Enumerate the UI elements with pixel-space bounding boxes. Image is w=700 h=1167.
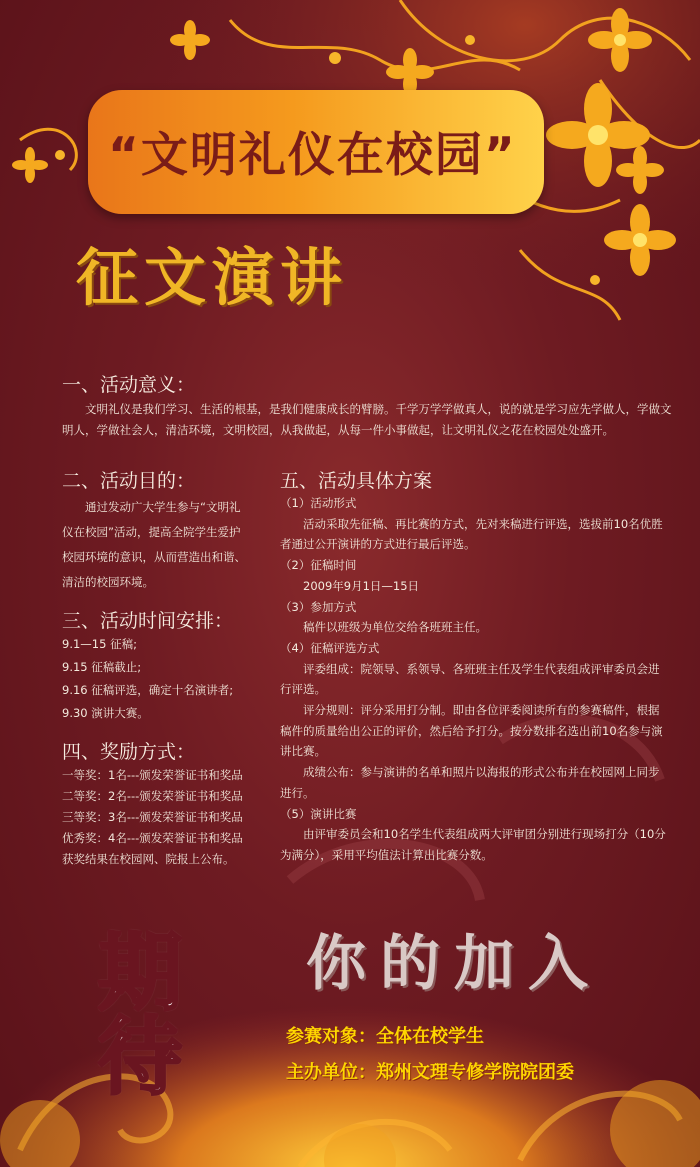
section1-body — [62, 399, 672, 441]
section5-line: （5）演讲比赛 — [280, 806, 357, 821]
section1-heading: 一、活动意义： — [62, 374, 196, 396]
page-title: “文明礼仪在校园” — [108, 128, 517, 183]
section5-line: （2）征稿时间 — [280, 558, 357, 573]
section3-line: 9.30 演讲大赛。 — [62, 706, 149, 720]
section5-line: 讲比赛。 — [280, 744, 326, 759]
section5-line: （4）征稿评选方式 — [280, 640, 380, 655]
section1-line: 明人，学做社会人，清洁环境，文明校园，从我做起，从每一件小事做起，让文明礼仪之花在校园处处盛开。 — [62, 423, 614, 437]
section4-line: 优秀奖：4名---颁发荣誉证书和奖品 — [62, 831, 243, 845]
section5-line: 为满分），采用平均值法计算出比赛分数。 — [280, 847, 493, 862]
section5-line: 者通过公开演讲的方式进行最后评选。 — [280, 537, 476, 552]
section5-line: 由评审委员会和10名学生代表组成两大评审团分别进行现场打分（10分 — [303, 827, 666, 842]
big-char-qi: 期 — [98, 924, 183, 1022]
section3-line: 9.1—15 征稿; — [62, 637, 137, 651]
section5-line: 评分规则：评分采用打分制。即由各位评委阅读所有的参赛稿件，根据 — [303, 703, 660, 718]
section4-heading: 四、奖励方式： — [62, 741, 196, 763]
section5-line: 2009年9月1日—15日 — [303, 578, 420, 593]
section3-line: 9.15 征稿截止; — [62, 660, 142, 674]
section2-body — [62, 495, 246, 595]
section2-heading: 二、活动目的： — [62, 470, 196, 492]
section5-line: 进行。 — [280, 785, 315, 800]
organizer-line: 主办单位：郑州文理专修学院院团委 — [286, 1062, 574, 1083]
section5-line: （3）参加方式 — [280, 599, 357, 614]
section5-line: 稿件以班级为单位交给各班班主任。 — [303, 620, 487, 635]
join-slogan: 你的加入 — [306, 929, 602, 999]
section5-heading: 五、活动具体方案 — [280, 470, 433, 492]
page-subtitle: 征文演讲 — [76, 241, 349, 314]
section3-line: 9.16 征稿评选，确定十名演讲者; — [62, 683, 234, 697]
section3-body — [62, 633, 233, 725]
big-char-dai: 待 — [98, 1008, 183, 1106]
section2-line: 校园环境的意识，从而营造出和谐、 — [62, 550, 246, 564]
participants-line: 参赛对象：全体在校学生 — [286, 1026, 484, 1047]
section1-line: 文明礼仪是我们学习、生活的根基，是我们健康成长的臂膀。千学万学学做真人，说的就是学习应先学做人，学做文 — [85, 402, 672, 416]
section4-body — [62, 765, 243, 870]
section4-line: 三等奖：3名---颁发荣誉证书和奖品 — [62, 810, 243, 824]
section5-line: 稿件的质量给出公正的评价，然后给予打分。按分数排名选出前10名参与演 — [280, 723, 663, 738]
section2-line: 通过发动广大学生参与“文明礼 — [85, 500, 241, 514]
section5-line: 成绩公布：参与演讲的名单和照片以海报的形式公布并在校园网上同步 — [303, 765, 660, 780]
section2-line: 仪在校园”活动，提高全院学生爱护 — [62, 525, 241, 539]
section5-line: 行评选。 — [280, 682, 326, 697]
section5-line: 评委组成：院领导、系领导、各班班主任及学生代表组成评审委员会进 — [303, 661, 660, 676]
section4-line: 二等奖：2名---颁发荣誉证书和奖品 — [62, 789, 243, 803]
section4-line: 一等奖：1名---颁发荣誉证书和奖品 — [62, 768, 243, 782]
section5-line: （1）活动形式 — [280, 496, 357, 510]
section4-line: 获奖结果在校园网、院报上公布。 — [62, 852, 235, 866]
section5-line: 活动采取先征稿、再比赛的方式，先对来稿进行评选，选拔前10名优胜 — [303, 516, 663, 531]
section3-heading: 三、活动时间安排： — [62, 610, 234, 632]
section2-line: 清洁的校园环境。 — [62, 575, 154, 589]
section5-body — [280, 493, 666, 866]
